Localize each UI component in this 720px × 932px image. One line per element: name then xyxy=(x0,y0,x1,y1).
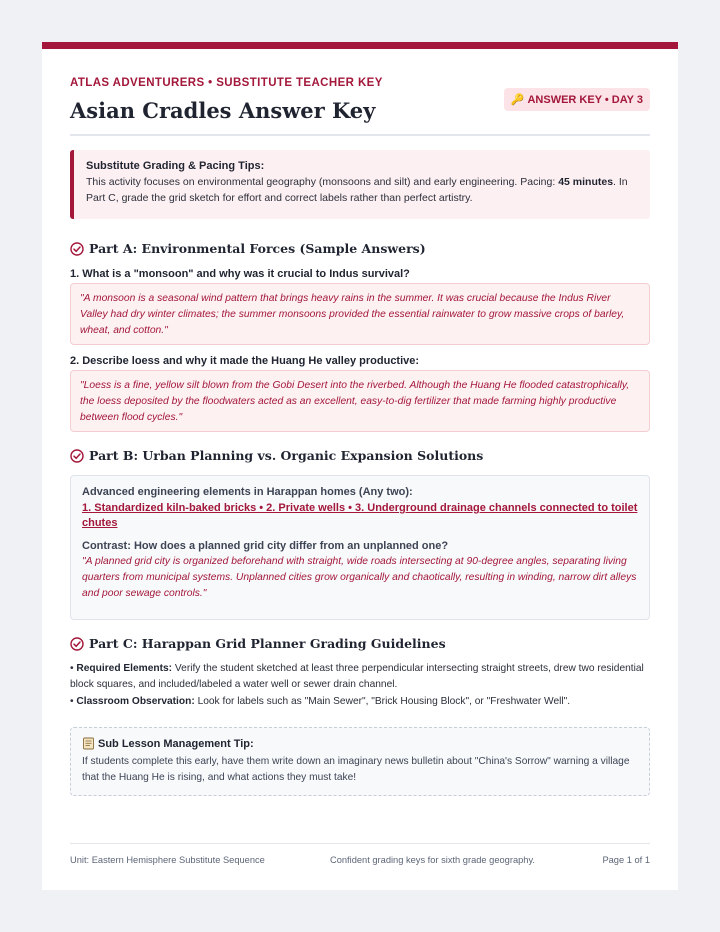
guideline-classroom-observation: • Classroom Observation: Look for labels such as "Main Sewer", "Brick Housing Block", or "Freshwater Well". xyxy=(70,696,571,707)
grading-tips-callout xyxy=(70,150,650,219)
part-b-answer-box xyxy=(70,475,650,620)
series-overline: ATLAS ADVENTURERS • SUBSTITUTE TEACHER KEY xyxy=(70,77,383,89)
answer-2: "Loess is a fine, yellow silt blown from the Gobi Desert into the riverbed. Although the Huang He flooded catastrophically, the loess deposited by the floodwaters acted as an excellent, easy-to-dig fertilizer that made farming highly productive between flood cycles." xyxy=(70,370,650,432)
check-circle-icon xyxy=(70,449,84,463)
part-a-heading xyxy=(70,241,426,256)
badge-label: ANSWER KEY • DAY 3 xyxy=(527,94,643,106)
footer-page-number: Page 1 of 1 xyxy=(602,855,650,865)
header-divider xyxy=(70,134,650,136)
sub-tip-heading xyxy=(82,737,638,750)
sub-tip-heading-text: Sub Lesson Management Tip: xyxy=(98,737,254,750)
tips-text-part: . In Part C, grade the grid sketch for effort and correct labels rather than perfect artistry. xyxy=(86,176,628,204)
bullet-text: Verify the student sketched at least three perpendicular intersecting straight streets, drew two residential block squares, and included/labeled a water well or sewer drain channel. xyxy=(70,663,644,690)
footer-unit: Unit: Eastern Hemisphere Substitute Sequence xyxy=(70,855,265,865)
check-circle-icon xyxy=(70,242,84,256)
engineering-answer: 1. Standardized kiln-baked bricks • 2. Private wells • 3. Underground drainage channels connected to toilet chutes xyxy=(82,502,638,529)
bullet-text: Look for labels such as "Main Sewer", "Brick Housing Block", or "Freshwater Well". xyxy=(194,696,571,707)
memo-icon xyxy=(82,737,95,750)
contrast-label: Contrast: How does a planned grid city differ from an unplanned one? xyxy=(82,540,449,552)
engineering-label: Advanced engineering elements in Harappan homes (Any two): xyxy=(82,486,413,498)
contrast-answer: "A planned grid city is organized beforehand with straight, wide roads intersecting at 90-degree angles, separating living quarters from municipal systems. Unplanned cities grow organically and chaotically, resulting in winding, narrow dirt alleys and poor sewage controls." xyxy=(82,556,637,599)
tips-text xyxy=(86,175,638,206)
bullet-label: Classroom Observation: xyxy=(76,696,195,707)
part-c-heading xyxy=(70,636,446,651)
footer-tagline: Confident grading keys for sixth grade geography. xyxy=(330,855,535,865)
page-title: Asian Cradles Answer Key xyxy=(70,98,376,123)
tips-text-part: This activity focuses on environmental geography (monsoons and silt) and early engineering. Pacing: xyxy=(86,176,559,188)
pacing-duration: 45 minutes xyxy=(558,176,614,188)
footer-divider xyxy=(70,843,650,844)
answer-key-page xyxy=(42,42,678,890)
answer-key-badge xyxy=(504,88,650,111)
question-1: 1. What is a "monsoon" and why was it crucial to Indus survival? xyxy=(70,268,410,280)
part-b-title: Part B: Urban Planning vs. Organic Expansion Solutions xyxy=(89,448,484,463)
tips-heading: Substitute Grading & Pacing Tips: xyxy=(86,160,265,172)
sub-tip-text: If students complete this early, have them write down an imaginary news bulletin about "China's Sorrow" warning a village that the Huang He is rising, and what actions they must take! xyxy=(82,756,630,783)
part-c-title: Part C: Harappan Grid Planner Grading Guidelines xyxy=(89,636,446,651)
part-b-heading xyxy=(70,448,483,463)
part-a-title: Part A: Environmental Forces (Sample Answers) xyxy=(89,241,426,256)
bullet-label: Required Elements: xyxy=(76,663,173,674)
sub-lesson-tip-box xyxy=(70,727,650,796)
question-2: 2. Describe loess and why it made the Huang He valley productive: xyxy=(70,355,420,367)
key-icon: 🔑 xyxy=(510,94,525,106)
check-circle-icon xyxy=(70,637,84,651)
answer-1: "A monsoon is a seasonal wind pattern that brings heavy rains in the summer. It was crucial because the Indus River Valley had dry winter climates; the summer monsoons provided the essential rainwater to grow massive crops of barley, wheat, and cotton." xyxy=(70,283,650,345)
guideline-required-elements: • Required Elements: Verify the student sketched at least three perpendicular intersecting straight streets, drew two residential block squares, and included/labeled a water well or sewer drain channel. xyxy=(70,663,644,690)
